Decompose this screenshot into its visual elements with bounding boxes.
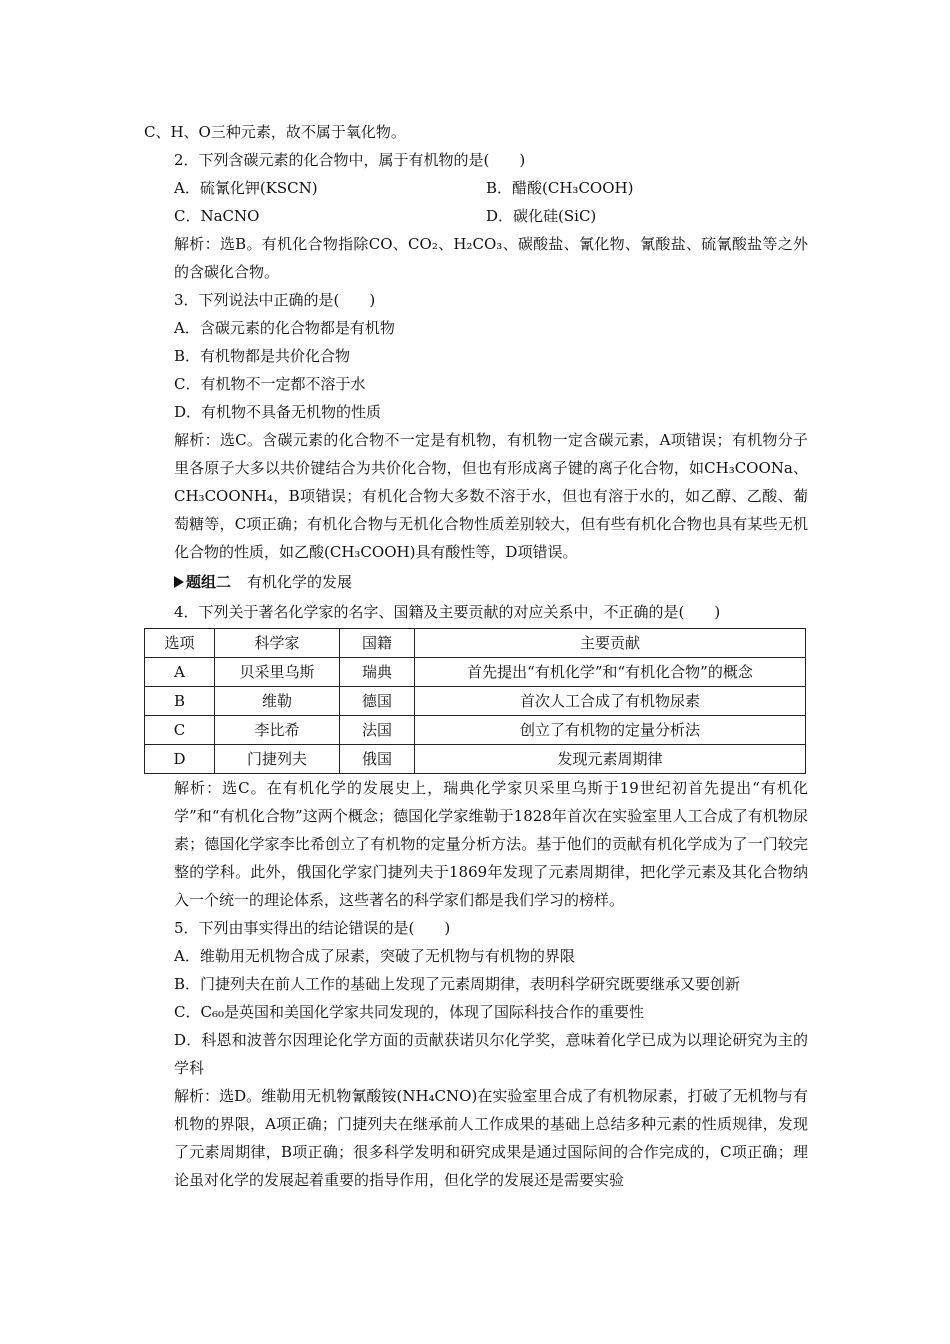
- table-cell: D: [145, 745, 215, 774]
- table-cell: 创立了有机物的定量分析法: [415, 716, 806, 745]
- document-page: [144, 118, 808, 1194]
- q5-option-d: D．科恩和波普尔因理论化学方面的贡献获诺贝尔化学奖，意味着化学已成为以理论研究为主的学科: [174, 1031, 808, 1077]
- q3-stem: 3．下列说法中正确的是( ): [174, 291, 376, 309]
- q5-option-c: C．C₆₀是英国和美国化学家共同发现的，体现了国际科技合作的重要性: [174, 1003, 644, 1021]
- q4-analysis: 解析：选C。在有机化学的发展史上，瑞典化学家贝采里乌斯于19世纪初首先提出“有机化学”和“有机化合物”这两个概念；德国化学家维勒于1828年首次在实验室里人工合成了有机物尿素；德国化学家李比希创立了有机物的定量分析方法。基于他们的贡献有机化学成为了一门较完整的学科。此外，俄国化学家门捷列夫于1869年发现了元素周期律，把化学元素及其化合物纳入一个统一的理论体系，这些著名的科学家们都是我们学习的榜样。: [174, 779, 808, 909]
- q3-option-a: A．含碳元素的化合物都是有机物: [174, 319, 395, 337]
- q5-option-a: A．维勒用无机物合成了尿素，突破了无机物与有机物的界限: [174, 947, 575, 965]
- table-cell: 维勒: [215, 687, 340, 716]
- table-header-cell: 国籍: [340, 629, 415, 658]
- table-row: [145, 716, 806, 745]
- table-cell: 瑞典: [340, 658, 415, 687]
- table-cell: 俄国: [340, 745, 415, 774]
- q5-analysis: 解析：选D。维勒用无机物氰酸铵(NH₄CNO)在实验室里合成了有机物尿素，打破了无机物与有机物的界限，A项正确；门捷列夫在继承前人工作成果的基础上总结多种元素的性质规律，发现了元素周期律，B项正确；很多科学发明和研究成果是通过国际间的合作完成的，C项正确；理论虽对化学的发展起着重要的指导作用，但化学的发展还是需要实验: [174, 1087, 808, 1189]
- q3-option-b: B．有机物都是共价化合物: [174, 347, 351, 365]
- q2-option-b: B．醋酸(CH₃COOH): [486, 179, 634, 197]
- table-header-row: [145, 629, 806, 658]
- table-cell: 李比希: [215, 716, 340, 745]
- q2-stem: 2．下列含碳元素的化合物中，属于有机物的是( ): [174, 151, 526, 169]
- q3-option-c: C．有机物不一定都不溶于水: [174, 375, 366, 393]
- table-cell: 首次人工合成了有机物尿素: [415, 687, 806, 716]
- group-heading: [144, 568, 808, 596]
- table-cell: 发现元素周期律: [415, 745, 806, 774]
- table-header-cell: 选项: [145, 629, 215, 658]
- table-cell: C: [145, 716, 215, 745]
- q3-option-d: D．有机物不具备无机物的性质: [174, 403, 382, 421]
- intro-line: C、H、O三种元素，故不属于氧化物。: [144, 123, 406, 141]
- group-title: 有机化学的发展: [247, 573, 353, 591]
- q5-stem: 5．下列由事实得出的结论错误的是( ): [174, 919, 451, 937]
- table-cell: 德国: [340, 687, 415, 716]
- q3-analysis: 解析：选C。含碳元素的化合物不一定是有机物，有机物一定含碳元素，A项错误；有机物分子里各原子大多以共价键结合为共价化合物，但也有形成离子键的离子化合物，如CH₃COONa、CH₃COONH₄，B项错误；有机化合物大多数不溶于水，但也有溶于水的，如乙醇、乙酸、葡萄糖等，C项正确；有机化合物与无机化合物性质差别较大，但有些有机化合物也具有某些无机化合物的性质，如乙酸(CH₃COOH)具有酸性等，D项错误。: [174, 431, 808, 561]
- table-row: [145, 745, 806, 774]
- table-cell: 门捷列夫: [215, 745, 340, 774]
- q2-analysis: 解析：选B。有机化合物指除CO、CO₂、H₂CO₃、碳酸盐、氰化物、氰酸盐、硫氰酸盐等之外的含碳化合物。: [174, 235, 808, 281]
- q2-options-row-2: [144, 202, 808, 230]
- table-header-cell: 主要贡献: [415, 629, 806, 658]
- table-row: [145, 658, 806, 687]
- q2-options-row-1: [144, 174, 808, 202]
- scientist-table: [144, 628, 806, 774]
- table-cell: 首先提出“有机化学”和“有机化合物”的概念: [415, 658, 806, 687]
- q5-option-b: B．门捷列夫在前人工作的基础上发现了元素周期律，表明科学研究既要继承又要创新: [174, 975, 741, 993]
- table-cell: 法国: [340, 716, 415, 745]
- table-cell: B: [145, 687, 215, 716]
- q2-option-c: C．NaCNO: [174, 207, 260, 225]
- q4-stem: 4．下列关于著名化学家的名字、国籍及主要贡献的对应关系中，不正确的是( ): [174, 603, 721, 621]
- table-cell: 贝采里乌斯: [215, 658, 340, 687]
- table-header-cell: 科学家: [215, 629, 340, 658]
- table-cell: A: [145, 658, 215, 687]
- group-label: 题组二: [186, 573, 232, 591]
- triangle-marker-icon: [174, 576, 184, 588]
- table-row: [145, 687, 806, 716]
- q2-option-a: A．硫氰化钾(KSCN): [174, 179, 318, 197]
- q2-option-d: D．碳化硅(SiC): [486, 207, 597, 225]
